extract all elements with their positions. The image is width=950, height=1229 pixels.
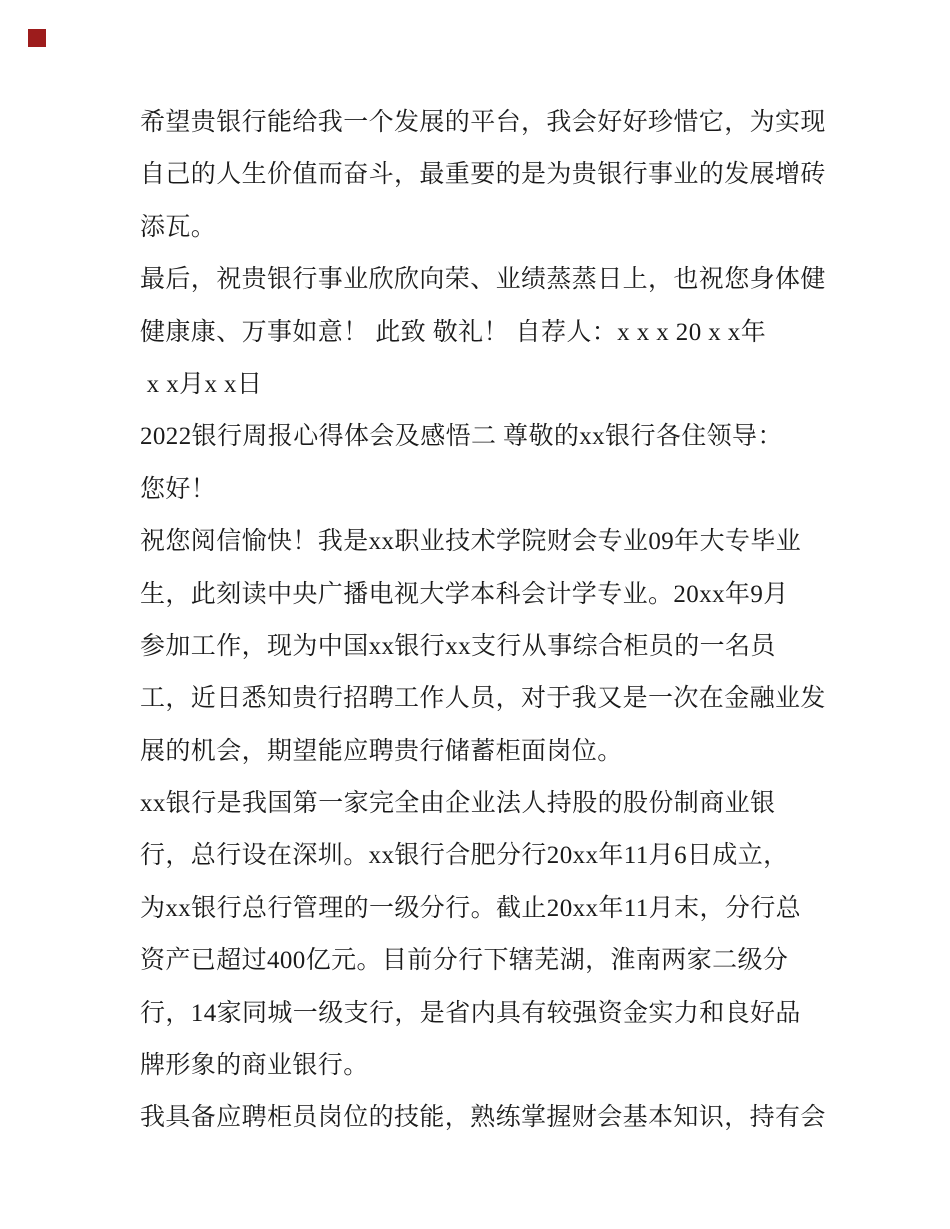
text-line: 健康康、万事如意！ 此致 敬礼！ 自荐人：x x x 20 x x年 — [140, 318, 767, 346]
text-line: x x月x x日 — [140, 370, 263, 398]
text-line: 您好！ — [140, 475, 217, 503]
text-line: 工，近日悉知贵行招聘工作人员，对于我又是一次在金融业发 — [140, 685, 826, 713]
document-text — [140, 97, 835, 1145]
text-line: 资产已超过400亿元。目前分行下辖芜湖，淮南两家二级分 — [140, 947, 789, 975]
text-line: 行，总行设在深圳。xx银行合肥分行20xx年11月6日成立， — [140, 842, 789, 870]
red-corner-mark — [28, 29, 46, 47]
text-line: 添瓦。 — [140, 213, 217, 241]
text-line: 牌形象的商业银行。 — [140, 1052, 369, 1080]
text-line: xx银行是我国第一家完全由企业法人持股的股份制商业银 — [140, 790, 776, 818]
text-line: 我具备应聘柜员岗位的技能，熟练掌握财会基本知识，持有会 — [140, 1104, 826, 1132]
text-line: 最后，祝贵银行事业欣欣向荣、业绩蒸蒸日上，也祝您身体健 — [140, 266, 826, 294]
text-line: 为xx银行总行管理的一级分行。截止20xx年11月末，分行总 — [140, 894, 802, 922]
text-line: 2022银行周报心得体会及感悟二 尊敬的xx银行各住领导： — [140, 423, 783, 451]
text-line: 自己的人生价值而奋斗，最重要的是为贵银行事业的发展增砖 — [140, 161, 826, 189]
text-line: 生，此刻读中央广播电视大学本科会计学专业。20xx年9月 — [140, 580, 789, 608]
text-line: 祝您阅信愉快！我是xx职业技术学院财会专业09年大专毕业 — [140, 528, 802, 556]
text-line: 行，14家同城一级支行，是省内具有较强资金实力和良好品 — [140, 999, 801, 1027]
text-line: 展的机会，期望能应聘贵行储蓄柜面岗位。 — [140, 737, 623, 765]
text-line: 希望贵银行能给我一个发展的平台，我会好好珍惜它，为实现 — [140, 109, 826, 136]
text-line: 参加工作，现为中国xx银行xx支行从事综合柜员的一名员 — [140, 632, 776, 660]
